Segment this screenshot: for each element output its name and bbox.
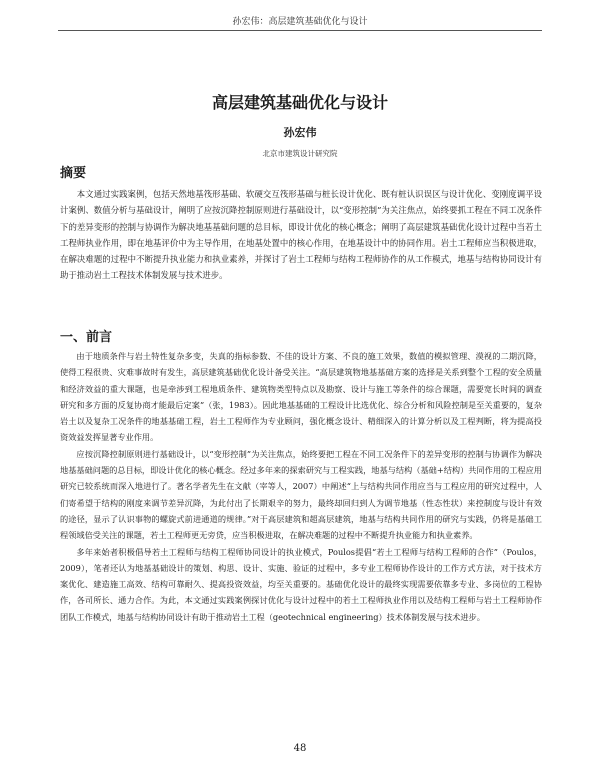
body-paragraph: 多年来始者积极倡导若土工程师与结构工程师协同设计的执业模式，Poulos提倡“若土工程师与结构工程师的合作”（Poulos，2009），笔者还认为地基基础设计的策划、构思、设计、实施、验证的过程中，多专业工程师协作设计的工作方式方法，对于技术方案优化、建造施工高效、结构可靠耐久、提高投资效益，均至关重要的。基础优化设计的最终实现需要依靠多专业、多岗位的工程协作，各司所长、通力合作。为此，本文通过实践案例探讨优化与设计过程中的若土工程师执业作用以及结构工程师与岩土工程师协作团队工作模式，地基与结构协同设计有助于推动岩土工程（geotechnical engineering）技术体制发展与技术进步。 [60,546,542,622]
paper-title: 高层建筑基础优化与设计 [211,93,388,112]
running-header: 孙宏伟：高层建筑基础优化与设计 [232,17,368,27]
body-paragraph: 由于地质条件与岩土特性复杂多变，失真的指标参数、不佳的设计方案、不良的施工效果，数值的模拟管理、漠视的二期沉降，使得工程很贵、灾难事故时有发生，高层建筑基础优化设计备受关注。“高层建筑物地基基础方案的选择是关系到整个工程的安全质量和经济效益的重大课题，也是牵涉到工程地质条件、建筑物类型特点以及勘察、设计与施工等条件的综合课题，需要宽长时间的调查研究和多方面的反复协商才能最后定案”（张，1983）。因此地基基础的工程设计比选优化、综合分析和风险控制是至关重要的，复杂岩土以及复杂工况条件的地基基础工程，岩土工程师作为专业顾问，强化概念设计、精细深入的计算分析以及工程判断，将为提高投资效益发挥显著专业作用。 [60,351,542,443]
author-name: 孙宏伟 [283,126,317,139]
abstract-heading: 摘要 [60,166,87,181]
section-body [60,348,542,625]
header-divider [58,30,542,31]
body-paragraph: 应按沉降控制原则进行基础设计，以“变形控制”为关注焦点，始终要把工程在不同工况条件下的差异变形的控制与协调作为解决地基基础问题的总目标，即设计优化的核心概念。经过多年来的探索研究与工程实践，地基与结构（基础+结构）共同作用的工程应用研究已较系统而深入地进行了。著名学者先生在文献（宰等人，2007）中阐述“上与结构共同作用应当与工程应用的研究过程中，人们寄希望于结构的刚度来调节差异沉降，为此付出了长期艰辛的努力，最终却回归到人为调节地基（性态性状）来控制度与设计有效的途径，显示了认识事物的螺旋式前进通道的规律。”对于高层建筑和超高层建筑，地基与结构共同作用的研究与实践，仍将是基础工程领域倍受关注的课题，若土工程师更无旁贷，应当积极进取，在解决难题的过程中不断提升执业能力和执业素养。 [60,448,542,541]
section-heading-introduction: 一、前言 [60,330,113,345]
abstract-text: 本文通过实践案例，包括天然地基筏形基础、软硬交互筏形基础与桩长设计优化、既有桩认识误区与设计优化、变刚度调平设计案例、数值分析与基础设计，阐明了应按沉降控制原则进行基础设计，以“变形控制”为关注焦点，始终要抓工程在不同工况条件下的差异变形的控制与协调作为解决地基基础问题的总目标，即设计优化的核心概念；阐明了高层建筑基础优化设计过程中当若土工程师执业作用，即在地基评价中为主导作用，在地基处置中的核心作用，在地基设计中的协同作用。岩土工程师应当积极进取，在解决难题的过程中不断提升执业能力和执业素养，并探讨了岩土工程师与结构工程师协作的从工作模式，地基与结构协同设计有助于推动岩土工程技术体制发展与技术进步。 [60,189,542,281]
page-number: 48 [293,743,307,754]
author-affiliation: 北京市建筑设计研究院 [262,149,338,158]
